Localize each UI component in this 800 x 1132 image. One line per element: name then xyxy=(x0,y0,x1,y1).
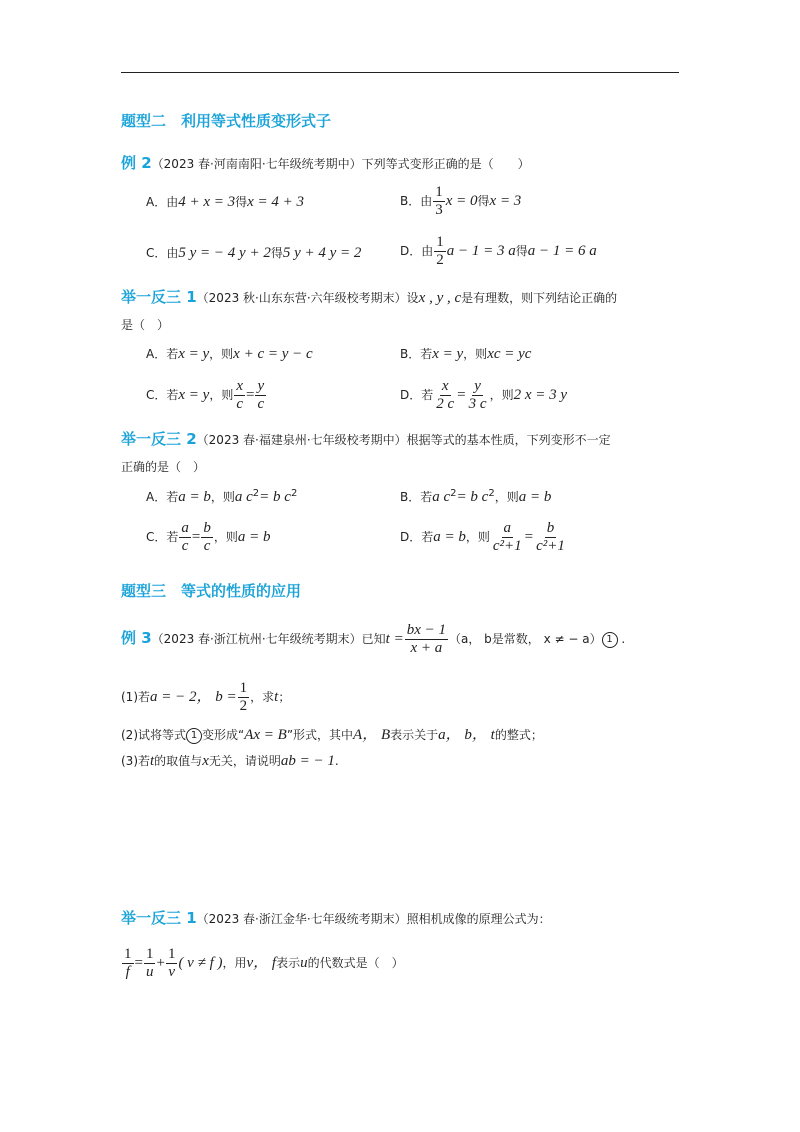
fraction: $\frac{a}{c}$ xyxy=(181,520,189,554)
example-label: 例 3 xyxy=(121,629,152,647)
option-a xyxy=(146,193,304,211)
fraction: $\frac{1}{3}$ xyxy=(435,184,443,218)
math-expr: t = xyxy=(385,631,404,647)
option-b xyxy=(400,184,521,219)
fraction: $\frac{x}{2 c}$ xyxy=(436,378,455,412)
math-expr: x = 3 xyxy=(489,193,522,209)
fraction: $\frac{x}{c}$ xyxy=(236,378,244,412)
fraction: $\frac{1}{2}$ xyxy=(239,680,248,714)
option-b: B．若x = y，则xc = yc xyxy=(400,346,532,362)
option-label: A．由 xyxy=(146,195,179,209)
fraction: $\frac{1}{f}$ xyxy=(124,946,132,980)
option-text: 得 xyxy=(235,195,248,209)
math-expr: a − 1 = 6 a xyxy=(527,243,597,259)
example-source: （2023 春·浙江杭州·七年级统考期末）已知 xyxy=(151,632,386,646)
option-c: C．若x = y，则 $\frac{x}{c}$ = $\frac{y}{c}$ xyxy=(146,378,265,412)
fraction: $\frac{y}{3 c}$ xyxy=(468,378,487,412)
math-expr: 5 y = − 4 y + 2 xyxy=(178,245,271,261)
option-text: 得 xyxy=(515,244,528,258)
circled-number: 1 xyxy=(602,632,618,648)
practice-source: （2023 秋·山东东营·六年级校考期末）设 xyxy=(196,291,419,305)
practice-3-header xyxy=(121,907,551,928)
practice-label: 举一反三 1 xyxy=(121,909,197,927)
practice-2-line2: 正确的是（ ） xyxy=(121,460,206,474)
condition-text: （a， b是常数， x ≠ − a） xyxy=(448,632,602,646)
fraction: $\frac{1}{2}$ xyxy=(436,234,444,268)
option-a: A．若x = y，则x + c = y − c xyxy=(146,346,313,362)
circled-number: 1 xyxy=(186,728,202,744)
fraction: $\frac{1}{u}$ xyxy=(145,946,154,980)
fraction: $\frac{1}{v}$ xyxy=(167,946,176,980)
section-title-type3: 题型三 等式的性质的应用 xyxy=(121,582,302,600)
math-expr: x , y , c xyxy=(418,290,462,306)
practice-1-header xyxy=(121,286,617,307)
question-3: (3)若t的取值与x无关，请说明ab = − 1. xyxy=(121,753,339,769)
example-2-header xyxy=(121,152,530,173)
option-label: C．由 xyxy=(146,246,179,260)
lens-formula: $\frac{1}{f}$ = $\frac{1}{u}$ + $\frac{1}{v}$ ( v ≠ f )，用v， f表示u的代数式是（ ） xyxy=(124,946,404,980)
option-label: D．由 xyxy=(400,244,434,258)
option-b: B．若a $c^2= b$ $c^2$，则a = b xyxy=(400,488,552,505)
section-title-type2: 题型二 利用等式性质变形式子 xyxy=(121,112,332,130)
math-expr: x = 4 + 3 xyxy=(247,194,305,210)
math-expr: 4 + x = 3 xyxy=(178,194,236,210)
example-3-header: 例 3（2023 春·浙江杭州·七年级统考期末）已知t = $\frac{bx - 1}{x + a}$ （a， b是常数， x ≠ − a） 1 . xyxy=(121,622,626,656)
option-d xyxy=(400,234,597,269)
practice-label: 举一反三 2 xyxy=(121,430,197,448)
math-expr: a − 1 = 3 a xyxy=(446,243,516,259)
fraction: $\frac{bx - 1}{x + a}$ xyxy=(406,622,446,656)
option-d: D．若 $\frac{x}{2 c}$ = $\frac{y}{3 c}$ ，则2 x = 3 y xyxy=(400,378,568,412)
math-expr: x = 0 xyxy=(445,193,478,209)
practice-text: 是有理数，则下列结论正确的 xyxy=(461,291,618,305)
practice-2-header xyxy=(121,428,611,449)
fraction: $\frac{a}{\text{c²+1}}$ xyxy=(492,520,522,554)
example-label: 例 2 xyxy=(121,154,152,172)
fraction: $\frac{y}{c}$ xyxy=(257,378,265,412)
practice-label: 举一反三 1 xyxy=(121,288,197,306)
practice-source: （2023 春·浙江金华·七年级统考期末）照相机成像的原理公式为： xyxy=(196,912,551,926)
option-label: B．由 xyxy=(400,194,433,208)
option-c xyxy=(146,244,361,262)
option-c: C．若 $\frac{a}{c}$ = $\frac{b}{c}$ ，则a = b xyxy=(146,520,271,554)
option-text: 得 xyxy=(270,246,283,260)
practice-source: （2023 春·福建泉州·七年级校考期中）根据等式的基本性质，下列变形不一定 xyxy=(196,433,611,447)
option-a: A．若a = b，则a $c^2= b$ $c^2$ xyxy=(146,488,298,505)
question-1: (1)若a = − 2， b = $\frac{1}{2}$ ，求t； xyxy=(121,680,291,714)
practice-1-line2: 是（ ） xyxy=(121,318,170,332)
math-expr: 5 y + 4 y = 2 xyxy=(282,245,362,261)
top-rule xyxy=(121,72,679,73)
question-2: (2)试将等式 1 变形成“Ax = B”形式，其中A， B表示关于a， b， t的整式； xyxy=(121,727,543,743)
option-d: D．若a = b，则 $\frac{a}{\text{c²+1}}$ = $\frac{b}{\text{c²+1}}$ xyxy=(400,520,565,554)
fraction: $\frac{b}{c}$ xyxy=(203,520,211,554)
fraction: $\frac{b}{\text{c²+1}}$ xyxy=(536,520,565,554)
option-text: 得 xyxy=(477,194,490,208)
example-source: （2023 春·河南南阳·七年级统考期中）下列等式变形正确的是（ ） xyxy=(151,157,530,171)
